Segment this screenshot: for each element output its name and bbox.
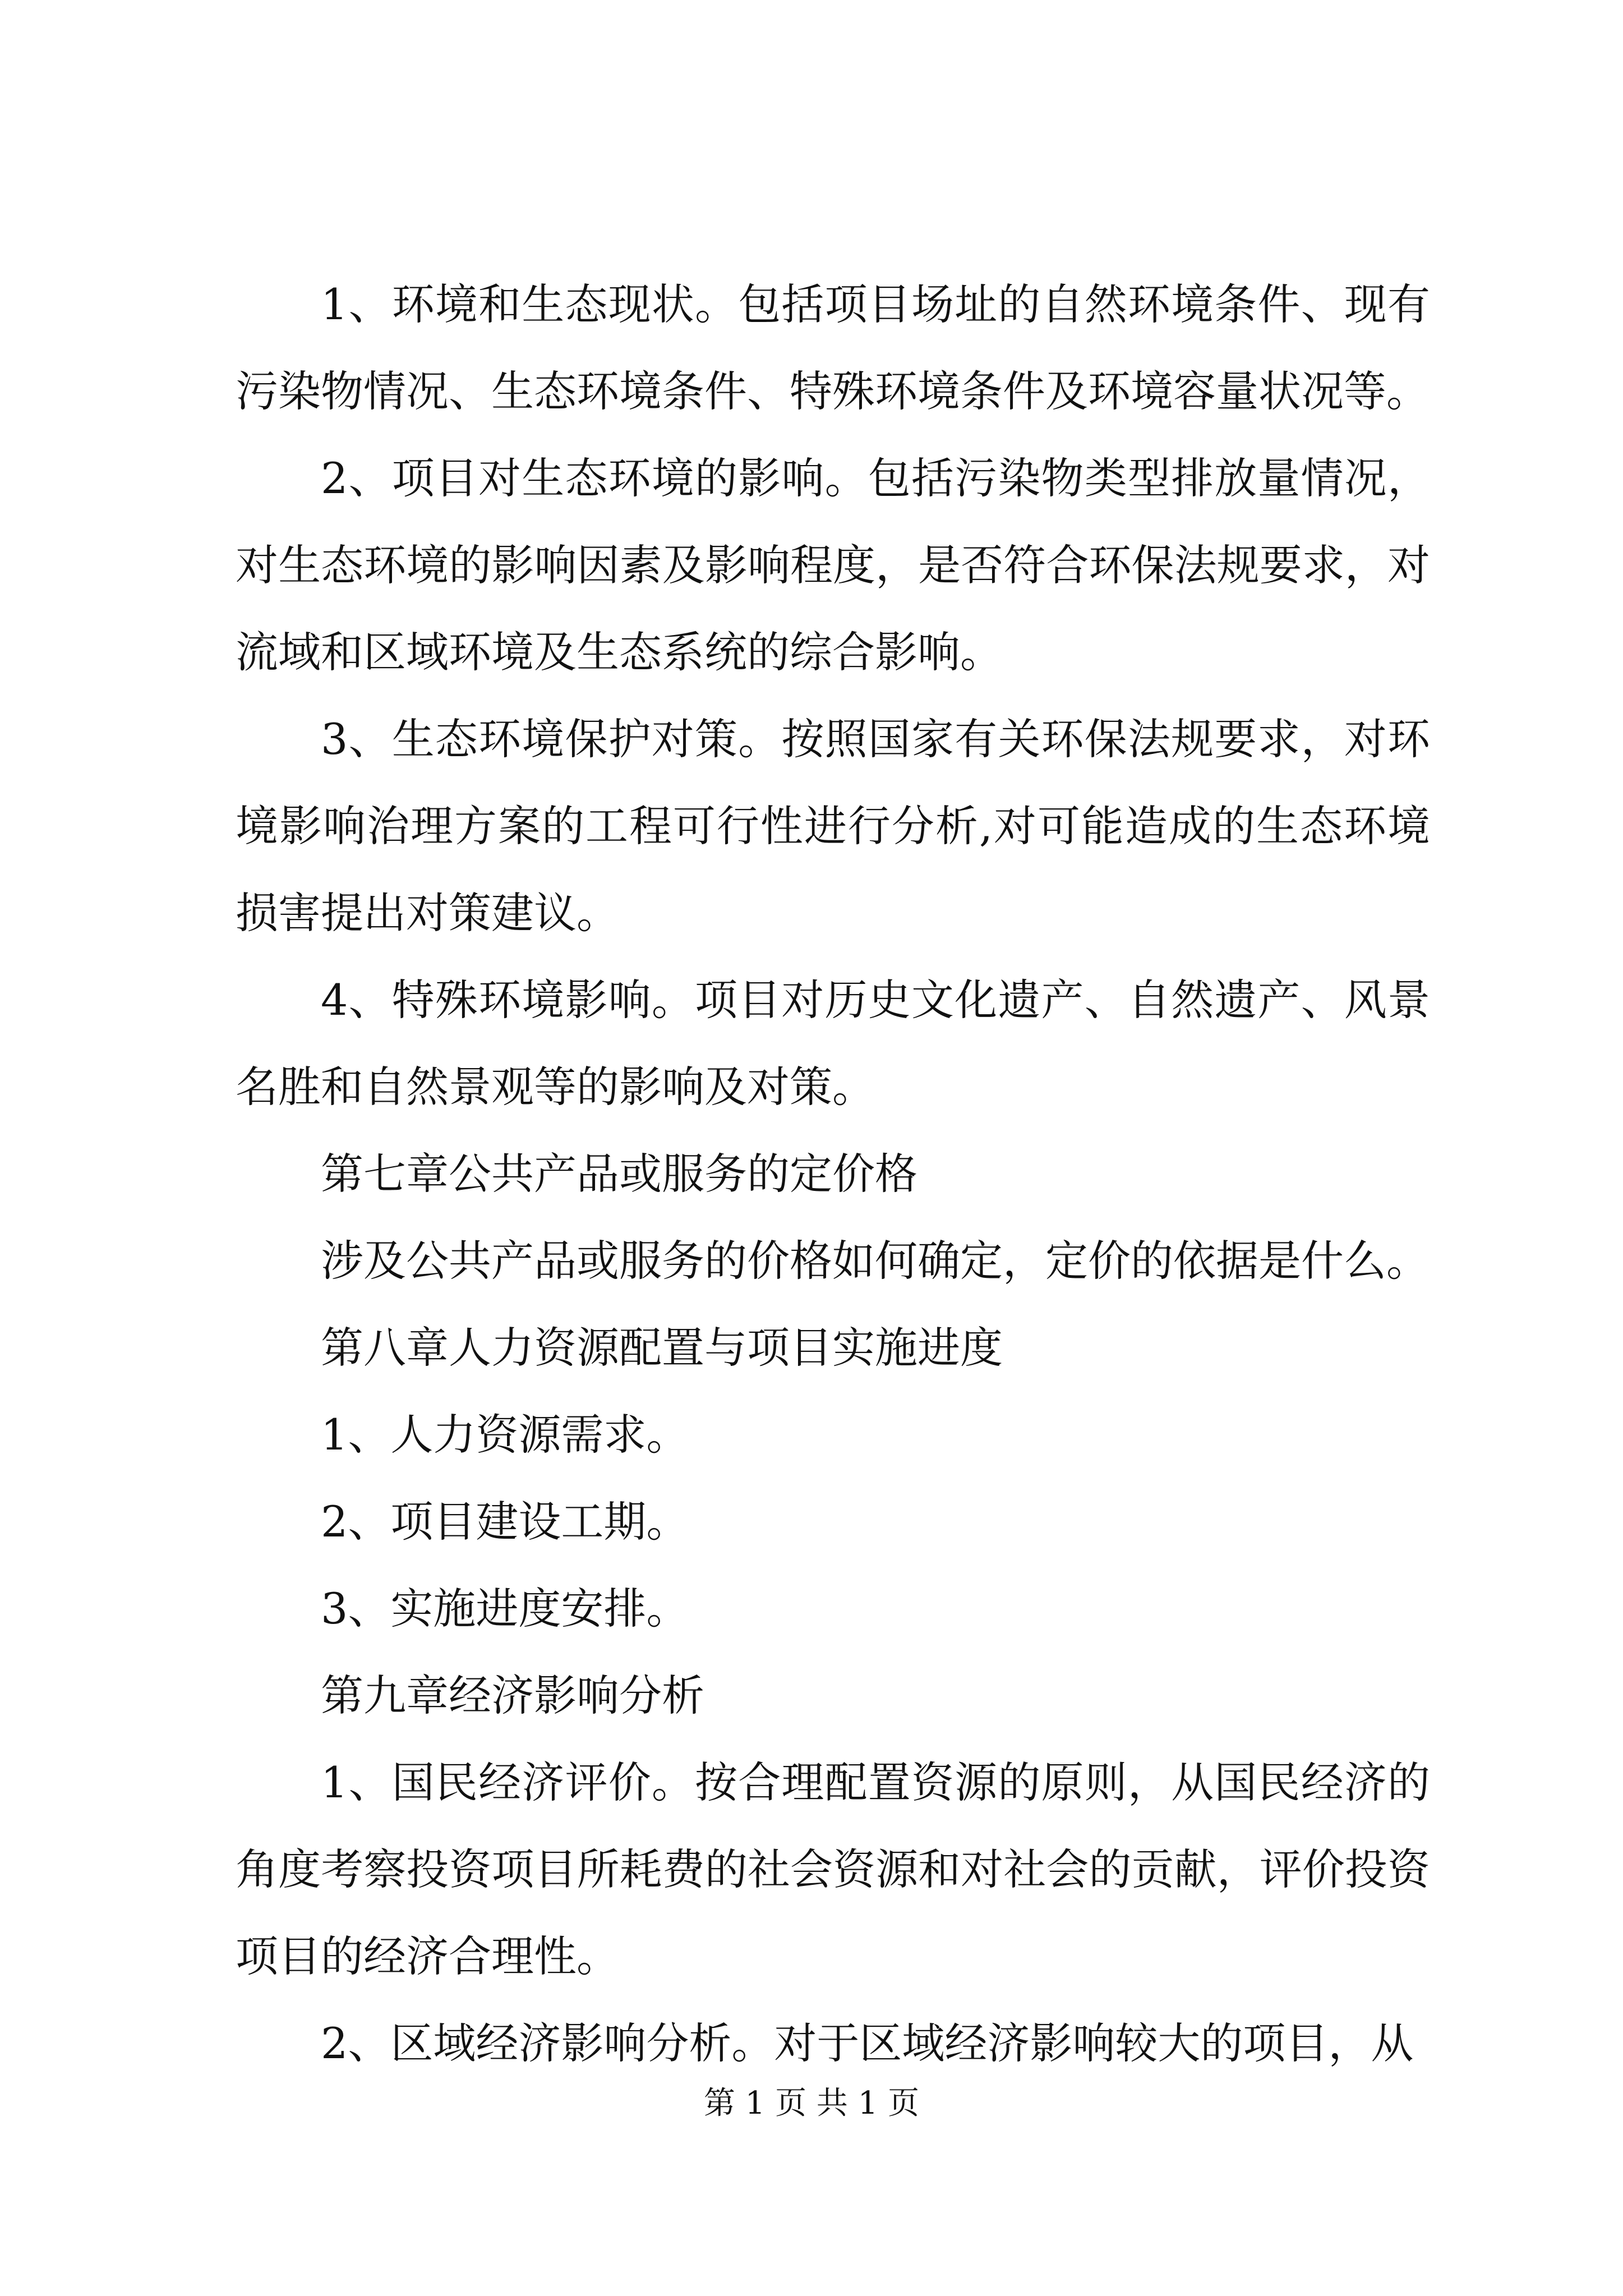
paragraph-ecological-impact: 2、项目对生态环境的影响。包括污染物类型排放量情况，对生态环境的影响因素及影响程度，是否符合环保法规要求，对流域和区域环境及生态系统的综合影响。 xyxy=(236,453,1430,677)
paragraph-national-economy: 1、国民经济评价。按合理配置资源的原则，从国民经济的角度考察投资项目所耗费的社会资源和对社会的贡献，评价投资项目的经济合理性。 xyxy=(236,1757,1430,1981)
document-body xyxy=(236,261,1430,2087)
paragraph-construction-period: 2、项目建设工期。 xyxy=(321,1497,689,1547)
chapter-8-heading: 第八章人力资源配置与项目实施进度 xyxy=(321,1323,1003,1373)
paragraph-regional-economy: 2、区域经济影响分析。对于区域经济影响较大的项目，从 xyxy=(321,2018,1414,2068)
paragraph-protection-measures: 3、生态环境保护对策。按照国家有关环保法规要求，对环境影响治理方案的工程可行性进行分析,对可能造成的生态环境损害提出对策建议。 xyxy=(236,714,1430,938)
paragraph-environment-status: 1、环境和生态现状。包括项目场址的自然环境条件、现有污染物情况、生态环境条件、特殊环境条件及环境容量状况等。 xyxy=(236,279,1430,416)
page-footer: 第 1 页 共 1 页 xyxy=(703,2085,920,2122)
paragraph-special-impact: 4、特殊环境影响。项目对历史文化遗产、自然遗产、风景名胜和自然景观等的影响及对策。 xyxy=(236,975,1430,1112)
chapter-7-heading: 第七章公共产品或服务的定价格 xyxy=(321,1149,917,1199)
paragraph-pricing: 涉及公共产品或服务的价格如何确定，定价的依据是什么。 xyxy=(321,1236,1429,1286)
paragraph-hr-demand: 1、人力资源需求。 xyxy=(321,1410,689,1460)
paragraph-schedule: 3、实施进度安排。 xyxy=(321,1584,689,1634)
chapter-9-heading: 第九章经济影响分析 xyxy=(321,1671,704,1720)
